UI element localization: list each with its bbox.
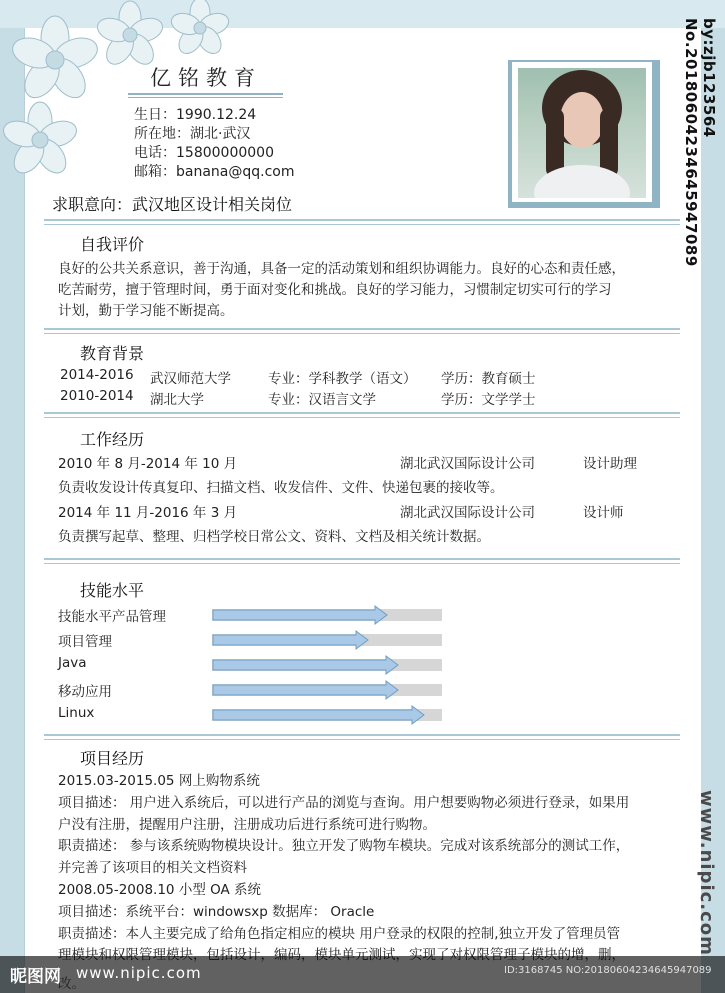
project-line: 项目描述：系统平台：windowsxp 数据库： Oracle xyxy=(58,903,375,920)
self-eval-line: 吃苦耐劳，擅于管理时间，勇于面对变化和挑战。良好的学习能力，习惯制定切实可行的学习 xyxy=(58,282,612,298)
edu-major: 专业：学科教学（语文） xyxy=(268,371,417,387)
project-line: 2008.05-2008.10 小型 OA 系统 xyxy=(58,881,262,898)
projects-text xyxy=(58,771,688,967)
watermark-id: ID:3168745 NO:20180604234645947089 xyxy=(504,965,712,976)
watermark-logo: 昵图网 xyxy=(10,967,61,987)
skill-level-arrow xyxy=(212,680,400,700)
skill-label: 技能水平产品管理 xyxy=(58,609,166,625)
phone: 电话：15800000000 xyxy=(134,145,274,161)
self-eval-text xyxy=(58,259,673,322)
edu-years: 2014-2016 xyxy=(60,367,134,383)
name-underline xyxy=(128,93,283,95)
section-title-projects: 项目经历 xyxy=(80,749,145,768)
project-line: 职责描述：本人主要完成了给角色指定相应的模块 用户登录的权限的控制,独立开发了管理员管 xyxy=(58,925,621,942)
section-title-skills: 技能水平 xyxy=(80,581,145,600)
watermark-site: www.nipic.com xyxy=(76,964,202,982)
project-line: 户没有注册，提醒用户注册，注册成功后进行系统可进行购物。 xyxy=(58,816,436,833)
project-line-tail: 改。 xyxy=(58,976,85,992)
edu-school: 湖北大学 xyxy=(150,392,204,408)
skill-label: Java xyxy=(58,655,87,671)
project-line: 职责描述： 参与该系统购物模块设计。独立开发了购物车模块。完成对该系统部分的测试工作， xyxy=(58,838,630,855)
job-company: 湖北武汉国际设计公司 xyxy=(400,505,535,521)
skill-level-arrow xyxy=(212,705,426,725)
section-divider xyxy=(44,734,680,736)
email: 邮箱：banana@qq.com xyxy=(134,164,295,180)
job-role: 设计助理 xyxy=(583,456,637,472)
section-divider xyxy=(44,417,680,418)
project-line: 并完善了该项目的相关文档资料 xyxy=(58,860,247,877)
section-divider xyxy=(44,563,680,564)
profile-photo xyxy=(518,68,646,198)
candidate-name: 亿铭教育 xyxy=(150,66,262,90)
self-eval-line: 良好的公共关系意识，善于沟通，具备一定的活动策划和组织协调能力。良好的心态和责任感， xyxy=(58,261,625,277)
skill-level-arrow xyxy=(212,605,389,625)
self-eval-line: 计划，勤于学习能不断提高。 xyxy=(58,303,234,319)
watermark-site-vertical: www.nipic.com xyxy=(696,790,717,956)
job-period: 2014 年 11 月-2016 年 3 月 xyxy=(58,505,238,521)
birthday: 生日：1990.12.24 xyxy=(134,107,257,123)
skill-label: Linux xyxy=(58,705,95,721)
location: 所在地：湖北·武汉 xyxy=(134,126,251,142)
edu-school: 武汉师范大学 xyxy=(150,371,231,387)
job-objective: 求职意向：武汉地区设计相关岗位 xyxy=(52,195,293,214)
section-divider xyxy=(44,328,680,330)
section-divider xyxy=(44,739,680,740)
job-period: 2010 年 8 月-2014 年 10 月 xyxy=(58,456,238,472)
edu-major: 专业：汉语言文学 xyxy=(268,392,376,408)
section-divider xyxy=(44,333,680,334)
watermark-id-vertical: by:zjb123564 No.20180604234645947089 xyxy=(682,18,718,267)
edu-degree: 学历：文学学士 xyxy=(441,392,536,408)
edu-years: 2010-2014 xyxy=(60,388,134,404)
section-title-work: 工作经历 xyxy=(80,430,145,449)
section-title-self-eval: 自我评价 xyxy=(80,235,145,254)
section-divider xyxy=(44,558,680,560)
section-divider xyxy=(44,224,680,225)
section-title-education: 教育背景 xyxy=(80,344,145,363)
job-desc: 负责撰写起草、整理、归档学校日常公文、资料、文档及相关统计数据。 xyxy=(58,529,490,545)
skill-label: 移动应用 xyxy=(58,684,112,700)
skill-level-arrow xyxy=(212,655,400,675)
edu-degree: 学历：教育硕士 xyxy=(441,371,536,387)
project-line: 2015.03-2015.05 网上购物系统 xyxy=(58,773,260,789)
job-company: 湖北武汉国际设计公司 xyxy=(400,456,535,472)
section-divider xyxy=(44,412,680,414)
skill-level-arrow xyxy=(212,630,370,650)
name-underline xyxy=(128,97,283,98)
job-role: 设计师 xyxy=(583,505,624,521)
project-line: 项目描述： 用户进入系统后，可以进行产品的浏览与查询。用户想要购物必须进行登录，如果用 xyxy=(58,794,630,811)
section-divider xyxy=(44,219,680,221)
job-desc: 负责收发设计传真复印、扫描文档、收发信件、文件、快递包裹的接收等。 xyxy=(58,480,504,496)
skill-label: 项目管理 xyxy=(58,634,112,650)
